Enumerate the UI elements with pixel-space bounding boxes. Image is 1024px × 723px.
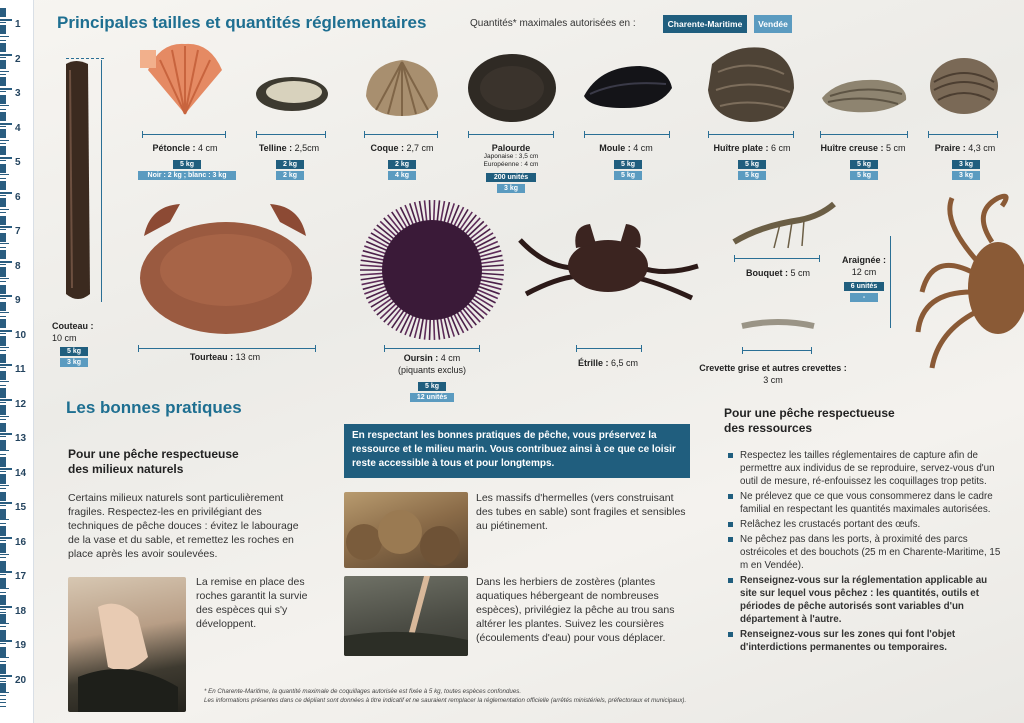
footnote-reglementation: Les informations présentes dans ce dépliant sont données à titre indicatif et ne sauraient remplacer la réglementation officielle (arrêtés ministériels, préfectoraux et municipaux).	[204, 697, 687, 704]
ruler-stripe	[0, 406, 6, 415]
ruler-stripe	[0, 129, 6, 138]
ruler-tick	[0, 247, 6, 248]
ruler-stripe	[0, 614, 6, 623]
telline-qty-cm: 2 kg	[276, 160, 304, 169]
ruler-tick	[0, 540, 6, 541]
tourteau-name: Tourteau	[189, 352, 228, 362]
ruler-stripe	[0, 250, 6, 259]
ruler-stripe	[0, 25, 6, 34]
ruler-stripe	[0, 631, 6, 640]
ruler-stripe	[0, 112, 6, 121]
bouquet-illustration	[730, 196, 840, 256]
ruler-tick	[0, 295, 12, 297]
araignee-size: 12 cm	[851, 267, 877, 277]
ruler-tick	[0, 695, 6, 696]
coque-name: Coque	[370, 143, 399, 153]
huitre-creuse-illustration	[818, 76, 910, 116]
ruler-tick	[0, 623, 9, 624]
quantities-label: Quantités* maximales autorisées en :	[470, 18, 636, 29]
ruler-tick	[0, 554, 9, 555]
footnote-quantite: * En Charente-Maritime, la quantité maximale de coquillages autorisée est fixée à 5 kg, toutes espèces confondues.	[204, 688, 522, 695]
ruler-tick	[0, 675, 12, 677]
ruler-tick	[0, 692, 9, 693]
ruler-stripe	[0, 77, 6, 86]
etrille-illustration	[516, 218, 702, 310]
araignee-illustration	[902, 192, 1024, 372]
oursin-size: 4 cm	[440, 353, 461, 363]
ruler-tick	[0, 502, 12, 504]
ruler-tick	[0, 454, 6, 455]
palourde-note-japonaise: Japonaise : 3,5 cm	[483, 153, 539, 160]
ruler-tick	[0, 537, 12, 539]
ruler-tick	[0, 316, 6, 317]
photo-zosteres	[344, 576, 468, 656]
oursin-qty-v: 12 unités	[410, 393, 454, 402]
ruler-number: 15	[15, 502, 27, 513]
ruler-stripe	[0, 233, 6, 242]
ruler-stripe	[0, 319, 6, 328]
palourde-name: Palourde	[491, 143, 531, 153]
ressources-list	[726, 449, 1002, 656]
ruler-stripe	[0, 683, 6, 692]
footnotes	[204, 687, 694, 705]
ruler-tick	[0, 109, 6, 110]
ruler-number: 16	[15, 536, 27, 548]
ruler-number: 13	[15, 433, 27, 444]
ruler-tick	[0, 640, 12, 642]
ruler-tick	[0, 661, 6, 662]
telline-name: Telline	[258, 143, 287, 153]
ruler-number: 5	[15, 157, 21, 168]
ruler-number: 3	[15, 88, 21, 99]
ruler-stripe	[0, 181, 6, 190]
ruler-tick	[0, 468, 12, 470]
petoncle-qty-v: Noir : 2 kg ; blanc : 3 kg	[138, 171, 236, 180]
measuring-ruler	[0, 0, 34, 723]
ruler-stripe	[0, 285, 6, 294]
ruler-stripe	[0, 146, 6, 155]
telline-qty-v: 2 kg	[276, 171, 304, 180]
araignee-name: Araignée :	[841, 255, 886, 265]
ruler-tick	[0, 330, 12, 332]
page-title: Principales tailles et quantités réglementaires	[57, 13, 427, 32]
coque-illustration	[362, 56, 442, 120]
ruler-tick	[0, 91, 6, 92]
paragraph-hermelles: Les massifs d'hermelles (vers construisant des tubes en sable) sont fragiles et sensibles au piétinement.	[476, 492, 686, 532]
ruler-tick	[0, 706, 6, 707]
coque-size: 2,7 cm	[406, 143, 434, 153]
huitre-plate-name: Huître plate	[713, 143, 763, 153]
ruler-tick	[0, 212, 6, 213]
telline-size: 2,5cm	[294, 143, 320, 153]
palourde-qty-cm: 200 unités	[486, 173, 536, 182]
ruler-tick	[0, 385, 6, 386]
info-banner: En respectant les bonnes pratiques de pêche, vous préservez la ressource et le milieu marin. Vous contribuez ainsi à ce que ce loisir reste accessible à tous et pour longtemps.	[344, 424, 690, 478]
legend-charente-maritime: Charente-Maritime	[663, 15, 747, 33]
ruler-number: 17	[15, 571, 27, 582]
ruler-stripe	[0, 268, 6, 277]
ruler-number: 6	[15, 191, 21, 203]
ruler-tick	[0, 588, 9, 589]
ruler-tick	[0, 192, 12, 194]
moule-name: Moule	[599, 143, 626, 153]
ruler-tick	[0, 433, 12, 435]
oursin-qty-cm: 5 kg	[418, 382, 446, 391]
ruler-stripe	[0, 458, 6, 467]
ruler-tick	[0, 333, 6, 334]
ruler-tick	[0, 312, 9, 313]
ruler-tick	[0, 505, 6, 506]
telline-illustration	[254, 74, 330, 114]
ruler-number: 9	[15, 295, 21, 306]
ruler-stripe	[0, 216, 6, 225]
ruler-tick	[0, 105, 9, 106]
ruler-tick	[0, 347, 9, 348]
ruler-tick	[0, 657, 9, 658]
ruler-number: 10	[15, 329, 27, 341]
ruler-stripe	[0, 579, 6, 588]
ruler-tick	[0, 19, 12, 21]
huitre-creuse-size: 5 cm	[886, 143, 906, 153]
ruler-tick	[0, 174, 9, 175]
ruler-stripe	[0, 596, 6, 605]
ruler-tick	[0, 40, 6, 41]
ressources-bullet: Renseignez-vous sur la réglementation applicable au site sur lequel vous pêchez : les quantités, outils et périodes de pêche autorisés sont variables d'un département à l'autre.	[726, 574, 1002, 626]
crevette-name: Crevette grise et autres crevettes :	[699, 363, 847, 373]
etrille-size: 6,5 cm	[611, 358, 639, 368]
ruler-number: 1	[15, 19, 21, 30]
ressources-bullet: Ne prélevez que ce que vous consommerez dans le cadre familial en respectant les quantités maximales autorisées.	[726, 490, 1002, 516]
ruler-tick	[0, 126, 6, 127]
bouquet-name: Bouquet	[745, 268, 783, 278]
subtitle-milieux: Pour une pêche respectueuse des milieux naturels	[68, 447, 239, 476]
ruler-tick	[0, 57, 6, 58]
ruler-number: 2	[15, 53, 21, 65]
ruler-tick	[0, 143, 6, 144]
araignee-qty-cm: 6 unités	[844, 282, 884, 291]
ruler-stripe	[0, 198, 6, 207]
ruler-stripe	[0, 164, 6, 173]
petoncle-size: 4 cm	[198, 143, 218, 153]
praire-qty-cm: 3 kg	[952, 160, 980, 169]
petoncle-qty-cm: 5 kg	[173, 160, 201, 169]
ruler-tick	[0, 523, 6, 524]
bouquet-size: 5 cm	[790, 268, 810, 278]
ruler-tick	[0, 643, 6, 644]
ruler-number: 18	[15, 605, 27, 617]
oursin-note: (piquants exclus)	[397, 365, 467, 375]
ruler-tick	[0, 678, 6, 679]
ruler-number: 12	[15, 398, 27, 410]
ruler-tick	[0, 350, 6, 351]
praire-size: 4,3 cm	[968, 143, 996, 153]
couteau-qty-v: 3 kg	[60, 358, 88, 367]
ruler-tick	[0, 36, 9, 37]
crevette-size: 3 cm	[763, 375, 783, 385]
ruler-number: 19	[15, 640, 27, 651]
ruler-tick	[0, 22, 6, 23]
ruler-tick	[0, 436, 6, 437]
ruler-tick	[0, 281, 6, 282]
ruler-tick	[0, 416, 9, 417]
ruler-tick	[0, 140, 9, 141]
ruler-tick	[0, 519, 9, 520]
ruler-tick	[0, 88, 12, 90]
huitre-creuse-qty-cm: 5 kg	[850, 160, 878, 169]
praire-qty-v: 3 kg	[952, 171, 980, 180]
crevette-illustration	[738, 312, 818, 340]
photo-hands-rock	[68, 577, 186, 712]
oursin-name: Oursin	[403, 353, 433, 363]
ruler-stripe	[0, 389, 6, 398]
ruler-tick	[0, 160, 6, 161]
araignee-qty-v: -	[850, 293, 878, 302]
ruler-tick	[0, 399, 12, 401]
couteau-size: 10 cm	[52, 333, 77, 343]
ruler-tick	[0, 592, 6, 593]
ruler-stripe	[0, 562, 6, 571]
coque-qty-v: 4 kg	[388, 171, 416, 180]
ruler-stripe	[0, 423, 6, 432]
moule-illustration	[580, 62, 674, 112]
ruler-tick	[0, 195, 6, 196]
ruler-stripe	[0, 441, 6, 450]
ruler-tick	[0, 606, 12, 608]
ruler-tick	[0, 123, 12, 125]
oursin-illustration	[354, 196, 510, 344]
coque-qty-cm: 2 kg	[388, 160, 416, 169]
ressources-bullet: Relâchez les crustacés portant des œufs.	[726, 518, 1002, 531]
moule-size: 4 cm	[633, 143, 653, 153]
ruler-tick	[0, 702, 6, 703]
ruler-tick	[0, 229, 6, 230]
ruler-stripe	[0, 60, 6, 69]
ruler-number: 7	[15, 226, 21, 237]
huitre-creuse-qty-v: 5 kg	[850, 171, 878, 180]
ruler-tick	[0, 209, 9, 210]
ruler-tick	[0, 71, 9, 72]
ruler-tick	[0, 278, 9, 279]
couteau-qty-cm: 5 kg	[60, 347, 88, 356]
ruler-number: 14	[15, 467, 27, 479]
ressources-bullet: Ne pêchez pas dans les ports, à proximité des parcs ostréicoles et des bouchots (25 m en Charente-Maritime, 15 m en Vendée).	[726, 533, 1002, 572]
paragraph-roches: La remise en place des roches garantit la survie des espèces qui s'y développent.	[196, 576, 308, 630]
ruler-tick	[0, 557, 6, 558]
ruler-stripe	[0, 302, 6, 311]
praire-name: Praire	[934, 143, 961, 153]
huitre-plate-qty-v: 5 kg	[738, 171, 766, 180]
huitre-creuse-name: Huître creuse	[820, 143, 878, 153]
ruler-stripe	[0, 492, 6, 501]
huitre-plate-illustration	[704, 44, 798, 126]
huitre-plate-qty-cm: 5 kg	[738, 160, 766, 169]
ruler-tick	[0, 485, 9, 486]
ruler-number: 4	[15, 122, 21, 134]
ruler-tick	[0, 609, 6, 610]
ruler-tick	[0, 450, 9, 451]
section-title-bonnes-pratiques: Les bonnes pratiques	[66, 398, 242, 417]
moule-qty-cm: 5 kg	[614, 160, 642, 169]
ruler-tick	[0, 226, 12, 228]
etrille-name: Étrille	[577, 358, 603, 368]
ruler-stripe	[0, 43, 6, 52]
huitre-plate-size: 6 cm	[771, 143, 791, 153]
ruler-stripe	[0, 665, 6, 674]
praire-illustration	[928, 54, 1000, 118]
legend-vendee: Vendée	[754, 15, 792, 33]
ruler-stripe	[0, 371, 6, 380]
couteau-measure	[101, 60, 102, 302]
ruler-tick	[0, 264, 6, 265]
paragraph-milieux: Certains milieux naturels sont particulièrement fragiles. Respectez-les en privilégiant des techniques de pêche douces : évitez le labourage de la vase et du sable, et remettez les roches en place après les avoir soulevées.	[68, 492, 299, 560]
paragraph-zosteres: Dans les herbiers de zostères (plantes aquatiques hébergeant de nombreuses espèces), privilégiez la pêche au trou sans altérer les plantes. Suivez les coursières (écoulements d'eau) pour vous déplacer.	[476, 576, 675, 644]
ruler-stripe	[0, 337, 6, 346]
ruler-tick	[0, 74, 6, 75]
ressources-bullet: Renseignez-vous sur les zones qui font l'objet d'interdictions permanentes ou temporaires.	[726, 628, 1002, 654]
tourteau-size: 13 cm	[235, 352, 261, 362]
ruler-tick	[0, 381, 9, 382]
palourde-note-europeenne: Européenne : 4 cm	[483, 161, 539, 168]
ruler-number: 8	[15, 260, 21, 272]
ruler-number: 11	[15, 364, 26, 375]
ruler-tick	[0, 157, 12, 159]
ruler-tick	[0, 261, 12, 263]
photo-hermelles	[344, 492, 468, 568]
ruler-tick	[0, 402, 6, 403]
ruler-stripe	[0, 95, 6, 104]
palourde-illustration	[466, 50, 558, 124]
couteau-name: Couteau :	[52, 321, 94, 331]
ruler-tick	[0, 571, 12, 573]
ruler-tick	[0, 364, 12, 366]
subtitle-ressources: Pour une pêche respectueuse des ressources	[724, 406, 895, 435]
ruler-tick	[0, 298, 6, 299]
ruler-stripe	[0, 8, 6, 17]
ruler-tick	[0, 471, 6, 472]
ruler-number: 20	[15, 674, 27, 686]
moule-qty-v: 5 kg	[614, 171, 642, 180]
ruler-stripe	[0, 475, 6, 484]
ruler-stripe	[0, 510, 6, 519]
ruler-tick	[0, 178, 6, 179]
ruler-tick	[0, 574, 6, 575]
ressources-bullet: Respectez les tailles réglementaires de capture afin de permettre aux individus de se reproduire, servez-vous d'un outil de mesure, ré-enfouissez les coquillages trop petits.	[726, 449, 1002, 488]
petoncle-illustration	[140, 40, 230, 118]
ruler-stripe	[0, 544, 6, 553]
ruler-tick	[0, 699, 6, 700]
ruler-tick	[0, 626, 6, 627]
ruler-stripe	[0, 648, 6, 657]
palourde-qty-v: 3 kg	[497, 184, 525, 193]
couteau-illustration	[56, 58, 96, 306]
ruler-stripe	[0, 527, 6, 536]
ruler-tick	[0, 419, 6, 420]
tourteau-illustration	[130, 196, 320, 336]
ruler-tick	[0, 54, 12, 56]
petoncle-name: Pétoncle	[152, 143, 190, 153]
ruler-stripe	[0, 354, 6, 363]
ruler-tick	[0, 367, 6, 368]
ruler-tick	[0, 488, 6, 489]
ruler-tick	[0, 243, 9, 244]
